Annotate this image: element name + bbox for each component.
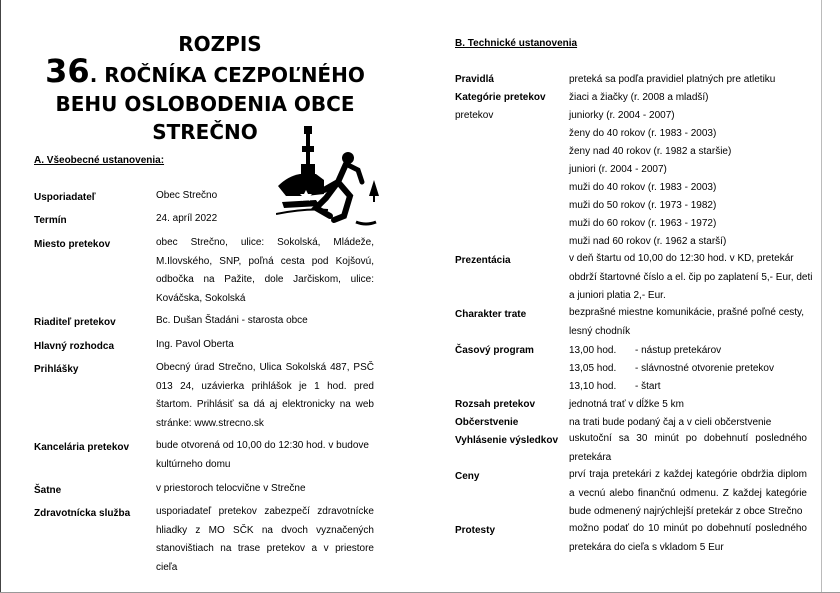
prizes-value: prví traja pretekári z každej kategórie obdržia diplom a vecnú alebo finančnú odmenu. Z každej kategórie bude odmenený najrýchlejší pretekár z obce Strečno (569, 469, 807, 517)
category-item: ženy nad 40 rokov (r. 1982 a staršie) (569, 146, 732, 157)
title-line-1: ROZPIS (178, 32, 262, 56)
category-item: juniorky (r. 2004 - 2007) (569, 110, 675, 121)
results-announcement-label: Vyhlásenie výsledkov (455, 435, 559, 446)
location-value: obec Strečno, ulice: Sokolská, Mládeže, M.Ilovského, SNP, poľná cesta pod Kojšovú, odbočka na Pažite, dole Jarčiskom, ulice: Kováčska, Sokolská (156, 237, 374, 304)
head-referee-value: Ing. Pavol Oberta (156, 339, 234, 350)
refreshments-value: na trati bude podaný čaj a v cieli občerstvenie (569, 417, 772, 428)
rules-value: preteká sa podľa pravidiel platných pre atletiku (569, 74, 776, 85)
presentation-value: v deň štartu od 10,00 do 12:30 hod. v KD, pretekár obdrží štartovné číslo a el. čip po zaplatení 5,- Eur, deti a juniori platia 2,- Eur. (569, 253, 813, 301)
prizes-label: Ceny (455, 471, 480, 482)
refreshments-label: Občerstvenie (455, 417, 519, 428)
date-label: Termín (34, 215, 67, 226)
medical-service-label: Zdravotnícka služba (34, 508, 131, 519)
rules-label: Pravidlá (455, 74, 494, 85)
changing-rooms-value: v priestoroch telocvične v Strečne (156, 483, 306, 494)
schedule-event: - štart (635, 381, 661, 392)
section-a-heading: A. Všeobecné ustanovenia: (34, 155, 165, 166)
title-line-2 (40, 52, 370, 90)
race-office-label: Kancelária pretekov (34, 442, 130, 453)
category-item: muži do 40 rokov (r. 1983 - 2003) (569, 182, 717, 193)
course-character-value: bezprašné miestne komunikácie, prašné poľné cesty, lesný chodník (569, 307, 805, 337)
changing-rooms-label: Šatne (34, 485, 62, 496)
schedule-time: 13,10 hod. (569, 381, 617, 392)
category-item: juniori (r. 2004 - 2007) (569, 164, 667, 175)
organizer-label: Usporiadateľ (34, 192, 96, 203)
section-b-heading: B. Technické ustanovenia (455, 38, 578, 49)
edition-number: 36 (45, 52, 90, 90)
race-office-value: bude otvorená od 10,00 do 12:30 hod. v budove kultúrneho domu (156, 440, 369, 470)
registration-value: Obecný úrad Strečno, Ulica Sokolská 487, PSČ 013 24, uzávierka prihlášok je 1 hod. pred štartom. Prihlásiť sa dá aj elektronicky na web stránke: www.strecno.sk (156, 362, 374, 429)
course-character-label: Charakter trate (455, 309, 527, 320)
head-referee-label: Hlavný rozhodca (34, 341, 115, 352)
race-director-label: Riaditeľ pretekov (34, 317, 116, 328)
schedule-time: 13,05 hod. (569, 363, 617, 374)
title-line-4: STREČNO (152, 120, 258, 144)
schedule-time: 13,00 hod. (569, 345, 617, 356)
schedule-event: - nástup pretekárov (635, 345, 722, 356)
category-item: žiaci a žiačky (r. 2008 a mladší) (569, 92, 709, 103)
registration-label: Prihlášky (34, 364, 79, 375)
schedule-event: - slávnostné otvorenie pretekov (635, 363, 774, 374)
organizer-value: Obec Strečno (156, 190, 218, 201)
date-value: 24. apríl 2022 (156, 213, 218, 224)
location-label: Miesto pretekov (34, 239, 111, 250)
title-line-2-text: . ROČNÍKA CEZPOĽNÉHO (89, 63, 365, 87)
race-extent-value: jednotná trať v dĺžke 5 km (569, 399, 684, 410)
results-announcement-value: uskutoční sa 30 minút po dobehnutí posledného pretekára (569, 433, 807, 463)
runner-castle-logo (276, 124, 398, 235)
medical-service-value: usporiadateľ pretekov zabezpečí zdravotnícke hliadky z MO SČK na dvoch vyznačených stanovištiach na trase pretekov a v priestore cieľa (156, 506, 374, 573)
protests-value: možno podať do 10 minút po dobehnutí posledného pretekára do cieľa s vkladom 5 Eur (569, 523, 807, 553)
title-line-3: BEHU OSLOBODENIA OBCE (55, 92, 355, 116)
page-right-border (821, 0, 822, 593)
category-item: muži do 50 rokov (r. 1973 - 1982) (569, 200, 717, 211)
race-director-value: Bc. Dušan Štadáni - starosta obce (156, 315, 308, 326)
categories-label: Kategórie pretekov (455, 92, 546, 103)
category-item: muži nad 60 rokov (r. 1962 a starší) (569, 236, 727, 247)
page-left-border (0, 0, 1, 593)
protests-label: Protesty (455, 525, 496, 536)
schedule-label: Časový program (455, 345, 534, 356)
category-item: ženy do 40 rokov (r. 1983 - 2003) (569, 128, 717, 139)
presentation-label: Prezentácia (455, 255, 511, 266)
category-item: muži do 60 rokov (r. 1963 - 1972) (569, 218, 717, 229)
categories-label-continued: pretekov (455, 110, 494, 121)
race-extent-label: Rozsah pretekov (455, 399, 536, 410)
